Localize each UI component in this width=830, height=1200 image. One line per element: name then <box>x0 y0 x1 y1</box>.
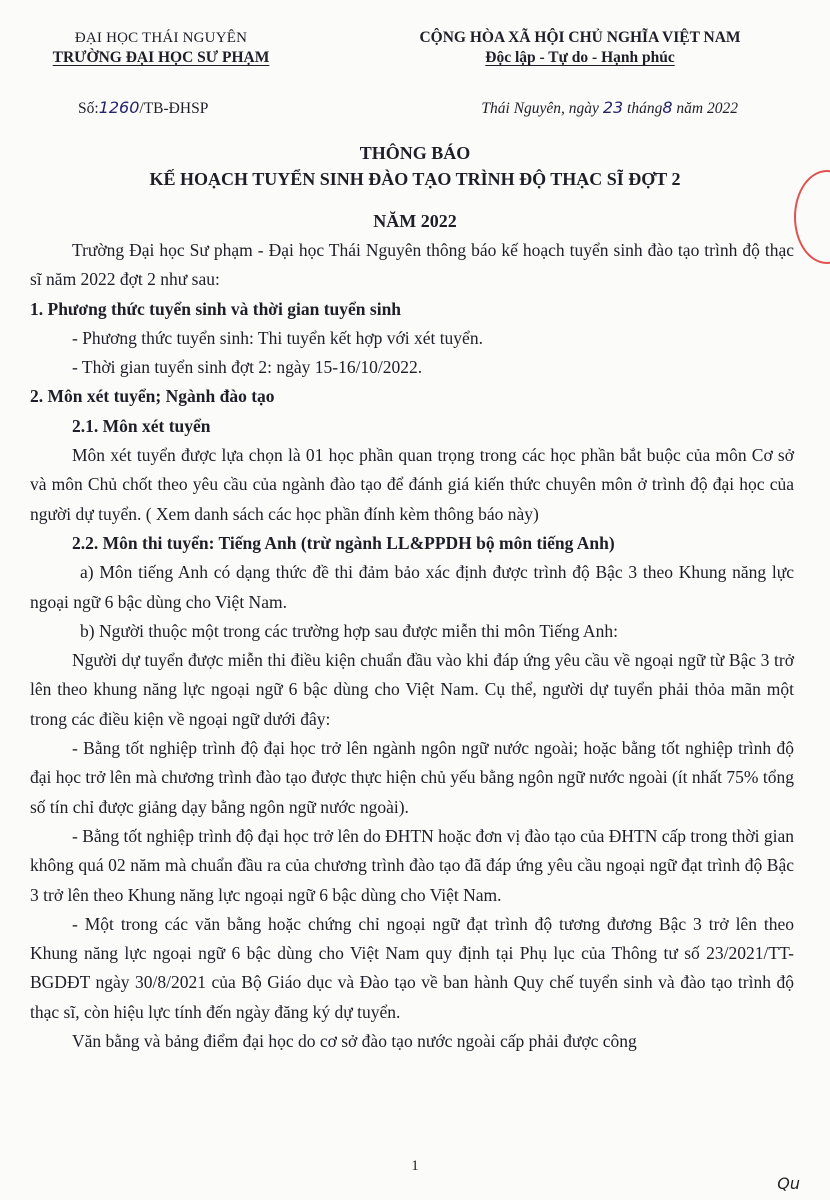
condition-item-2: - Bằng tốt nghiệp trình độ đại học trở lên do ĐHTN hoặc đơn vị đào tạo của ĐHTN cấp trong thời gian không quá 02 năm mà chuẩn đầu ra của chương trình đào tạo đã đáp ứng yêu cầu ngoại ngữ đạt trình độ Bậc 3 trở lên theo Khung năng lực ngoại ngữ 6 bậc dùng cho Việt Nam. <box>30 825 794 905</box>
section-2-2-heading: 2.2. Môn thi tuyển: Tiếng Anh (trừ ngành LL&PPDH bộ môn tiếng Anh) <box>72 532 615 553</box>
national-motto: Độc lập - Tự do - Hạnh phúc <box>485 49 675 66</box>
document-body <box>30 236 794 1056</box>
section-2-1-paragraph: Môn xét tuyển được lựa chọn là 01 học phần quan trọng trong các học phần bắt buộc của môn Cơ sở và môn Chủ chốt theo yêu cầu của ngành đào tạo để đánh giá kiến thức chuyên môn ở trình độ đại học của người dự tuyển. ( Xem danh sách các học phần đính kèm thông báo này) <box>30 445 794 524</box>
month-label: tháng <box>627 100 663 117</box>
condition-item-1: - Bằng tốt nghiệp trình độ đại học trở lên ngành ngôn ngữ nước ngoài; hoặc bằng tốt nghiệp trình độ đại học trở lên mà chương trình đào tạo được thực hiện chủ yếu bằng ngôn ngữ nước ngoài (ít nhất 75% tổng số tín chỉ được giảng dạy bằng ngôn ngữ nước ngoài). <box>30 738 794 817</box>
national-header <box>360 28 800 68</box>
issuer-block <box>26 28 296 68</box>
section-2-2-item-a: a) Môn tiếng Anh có dạng thức đề thi đảm bảo xác định được trình độ Bậc 3 theo Khung năng lực ngoại ngữ 6 bậc dùng cho Việt Nam. <box>30 562 794 612</box>
closing-paragraph: Văn bằng và bảng điểm đại học do cơ sở đào tạo nước ngoài cấp phải được công <box>72 1031 637 1052</box>
section-1-heading: 1. Phương thức tuyển sinh và thời gian tuyển sinh <box>30 298 402 319</box>
document-number-prefix: Số: <box>78 100 99 117</box>
document-title <box>0 140 830 234</box>
parent-organization: ĐẠI HỌC THÁI NGUYÊN <box>74 30 248 46</box>
handwritten-initials: Qu <box>777 1174 800 1193</box>
organization-name: TRƯỜNG ĐẠI HỌC SƯ PHẠM <box>52 49 270 66</box>
republic-name: CỘNG HÒA XÃ HỘI CHỦ NGHĨA VIỆT NAM <box>419 29 741 46</box>
day-handwritten: 23 <box>602 98 624 117</box>
place-prefix: Thái Nguyên, ngày <box>481 100 599 117</box>
section-2-2-item-b: b) Người thuộc một trong các trường hợp sau được miễn thi môn Tiếng Anh: <box>80 620 618 641</box>
title-line-2: KẾ HOẠCH TUYỂN SINH ĐÀO TẠO TRÌNH ĐỘ THẠC SĨ ĐỢT 2 <box>149 169 681 189</box>
page-number: 1 <box>411 1158 419 1174</box>
section-1-item-2: - Thời gian tuyển sinh đợt 2: ngày 15-16/10/2022. <box>72 357 423 378</box>
section-1-item-1: - Phương thức tuyển sinh: Thi tuyển kết hợp với xét tuyển. <box>72 327 483 348</box>
title-line-3: NĂM 2022 <box>373 211 457 231</box>
title-line-1: THÔNG BÁO <box>359 143 471 163</box>
document-number <box>78 98 208 118</box>
document-number-handwritten: 1260 <box>98 98 140 117</box>
section-2-1-heading: 2.1. Môn xét tuyển <box>72 415 211 436</box>
condition-item-3: - Một trong các văn bằng hoặc chứng chỉ ngoại ngữ đạt trình độ tương đương Bậc 3 trở lên theo Khung năng lực ngoại ngữ 6 bậc dùng cho Việt Nam quy định tại Phụ lục của Thông tư số 23/2021/TT-BGDĐT ngày 30/8/2021 của Bộ Giáo dục và Đào tạo về ban hành Quy chế tuyển sinh và đào tạo trình độ thạc sĩ, còn hiệu lực tính đến ngày đăng ký dự tuyển. <box>30 913 794 1022</box>
year-text: năm 2022 <box>676 100 738 117</box>
place-and-date <box>481 98 738 118</box>
document-number-suffix: /TB-ĐHSP <box>139 100 209 117</box>
section-2-2-paragraph: Người dự tuyển được miễn thi điều kiện chuẩn đầu vào khi đáp ứng yêu cầu về ngoại ngữ từ Bậc 3 trở lên theo khung năng lực ngoại ngữ 6 bậc dùng cho Việt Nam. Cụ thể, người dự tuyển phải thỏa mãn một trong các điều kiện về ngoại ngữ dưới đây: <box>30 650 794 729</box>
intro-paragraph: Trường Đại học Sư phạm - Đại học Thái Nguyên thông báo kế hoạch tuyển sinh đào tạo trình độ thạc sĩ năm 2022 đợt 2 như sau: <box>30 240 794 290</box>
month-handwritten: 8 <box>662 98 673 117</box>
section-2-heading: 2. Môn xét tuyển; Ngành đào tạo <box>30 386 275 407</box>
